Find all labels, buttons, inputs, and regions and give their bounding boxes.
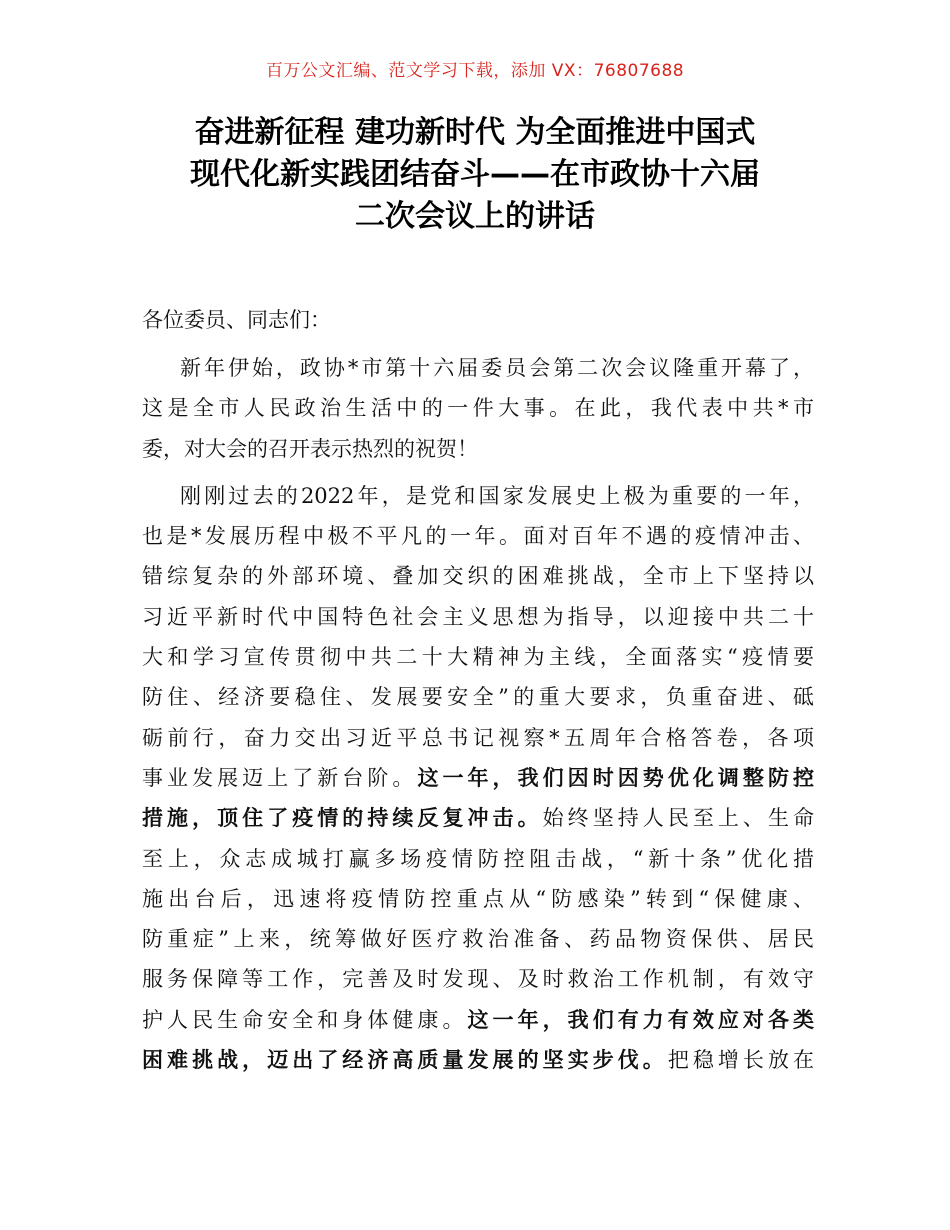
bold-highlight: 这一年，我们有力有效应对各类 bbox=[467, 1007, 814, 1032]
text-run: 把稳增长放在 bbox=[667, 1048, 815, 1073]
text-run: 护人民生命安全和身体健康。 bbox=[142, 1007, 468, 1032]
text-run: 始终坚持人民至上、生命 bbox=[542, 806, 815, 831]
paragraph-2-line: 错综复杂的外部环境、叠加交织的困难挑战，全市上下坚持以 bbox=[142, 564, 814, 589]
document-title bbox=[130, 112, 820, 238]
paragraph-1-line: 这是全市人民政治生活中的一件大事。在此，我代表中共*市 bbox=[142, 396, 814, 421]
title-line-3: 二次会议上的讲话 bbox=[355, 199, 595, 234]
paragraph-2-line: 刚刚过去的2022年，是党和国家发展史上极为重要的一年， bbox=[180, 483, 814, 508]
paragraph-2-line: 施出台后，迅速将疫情防控重点从“防感染”转到“保健康、 bbox=[142, 886, 814, 911]
paragraph-2-line bbox=[142, 798, 814, 838]
paragraph-2-line bbox=[142, 758, 814, 798]
paragraph-2-line: 也是*发展历程中极不平凡的一年。面对百年不遇的疫情冲击、 bbox=[142, 524, 814, 549]
paragraph-2-line bbox=[142, 1000, 814, 1040]
paragraph-1 bbox=[142, 348, 814, 469]
bold-highlight: 困难挑战，迈出了经济高质量发展的坚实步伐。 bbox=[142, 1048, 668, 1073]
salutation: 各位委员、同志们： bbox=[142, 308, 331, 332]
paragraph-2-line bbox=[142, 1040, 814, 1080]
title-line-2: 现代化新实践团结奋斗——在市政协十六届 bbox=[190, 157, 760, 192]
paragraph-2-line: 砺前行，奋力交出习近平总书记视察*五周年合格答卷，各项 bbox=[142, 725, 814, 750]
paragraph-2-line: 大和学习宣传贯彻中共二十大精神为主线，全面落实“疫情要 bbox=[142, 645, 814, 670]
text-run: 事业发展迈上了新台阶。 bbox=[142, 765, 418, 790]
paragraph-2 bbox=[142, 476, 814, 1080]
bold-highlight: 措施，顶住了疫情的持续反复冲击。 bbox=[142, 806, 543, 831]
bold-highlight: 这一年，我们因时因势优化调整防控 bbox=[417, 765, 815, 790]
paragraph-2-line: 至上，众志成城打赢多场疫情防控阻击战，“新十条”优化措 bbox=[142, 846, 814, 871]
paragraph-2-line: 防重症”上来，统筹做好医疗救治准备、药品物资保供、居民 bbox=[142, 927, 814, 952]
title-line-1: 奋进新征程 建功新时代 为全面推进中国式 bbox=[194, 115, 756, 150]
paragraph-2-line: 服务保障等工作，完善及时发现、及时救治工作机制，有效守 bbox=[142, 967, 814, 992]
paragraph-2-line: 防住、经济要稳住、发展要安全”的重大要求，负重奋进、砥 bbox=[142, 685, 814, 710]
watermark-header: 百万公文汇编、范文学习下载，添加 VX：76807688 bbox=[265, 61, 685, 81]
paragraph-1-line: 委，对大会的召开表示热烈的祝贺！ bbox=[142, 436, 478, 461]
paragraph-1-line: 新年伊始，政协*市第十六届委员会第二次会议隆重开幕了， bbox=[180, 356, 814, 380]
paragraph-2-line: 习近平新时代中国特色社会主义思想为指导，以迎接中共二十 bbox=[142, 604, 814, 629]
body-text bbox=[142, 348, 814, 1080]
